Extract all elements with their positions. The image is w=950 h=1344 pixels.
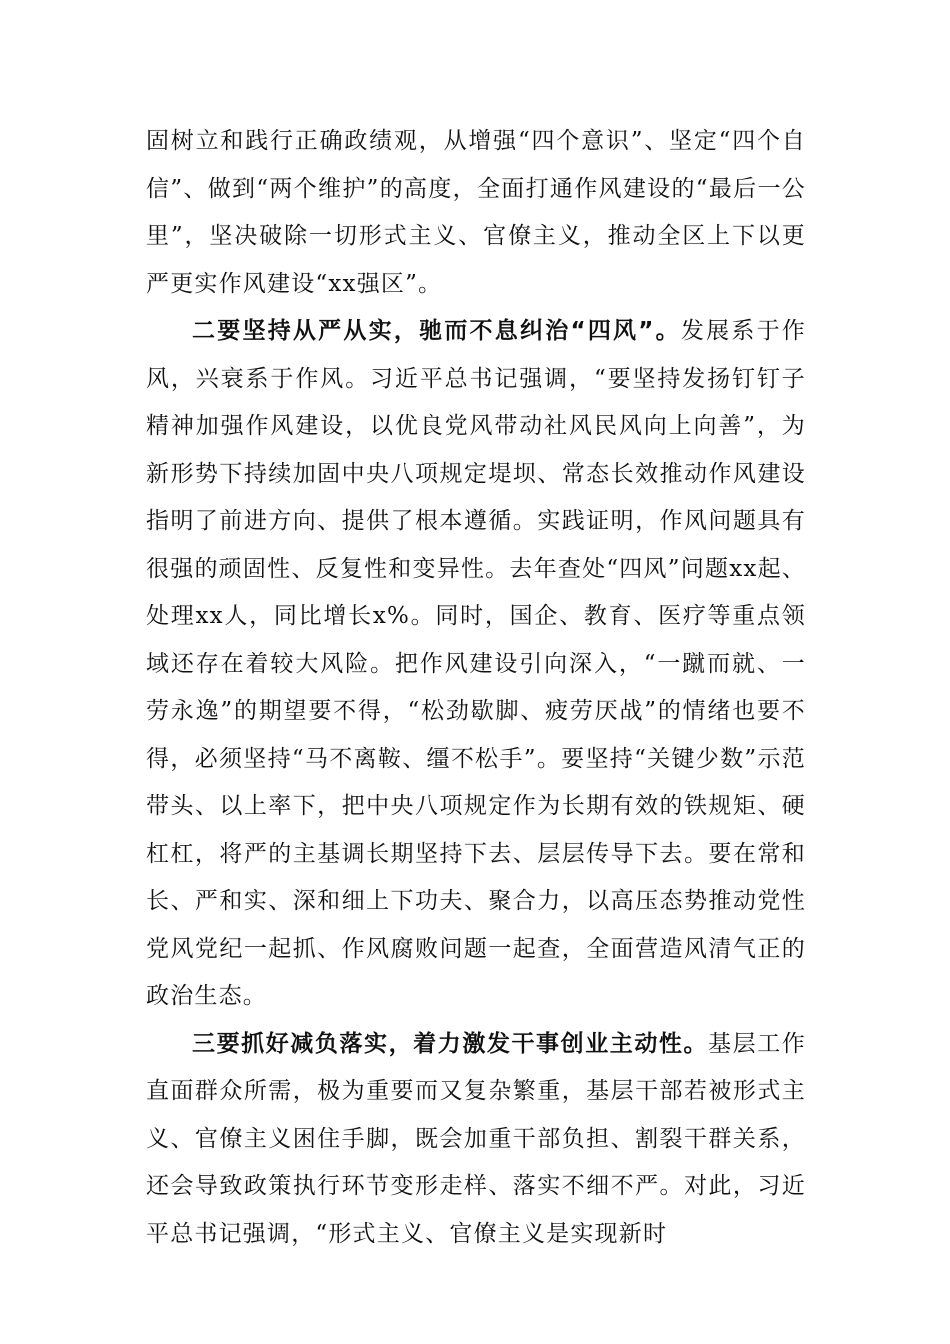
paragraph-3-heading: 三要抓好减负落实，着力激发干事创业主动性。	[192, 1030, 709, 1057]
paragraph-2-body: 发展系于作风，兴衰系于作风。习近平总书记强调，“要坚持发扬钉钉子精神加强作风建设，以优良党风带动社风民风向上向善”，为新形势下持续加固中央八项规定堤坝、常态长效推动作风建设指明了前进方向、提供了根本遵循。实践证明，作风问题具有很强的顽固性、反复性和变异性。去年查处“四风”问题xx起、处理xx人，同比增长x%。同时，国企、教育、医疗等重点领域还存在着较大风险。把作风建设引向深入，“一蹴而就、一劳永逸”的期望要不得，“松劲歇脚、疲劳厌战”的情绪也要不得，必须坚持“马不离鞍、缰不松手”。要坚持“关键少数”示范带头、以上率下，把中央八项规定作为长期有效的铁规矩、硬杠杠，将严的主基调长期坚持下去、层层传导下去。要在常和长、严和实、深和细上下功夫、聚合力，以高压态势推动党性党风党纪一起抓、作风腐败问题一起查，全面营造风清气正的政治生态。	[146, 318, 807, 1009]
paragraph-3	[146, 1021, 806, 1259]
document-page	[146, 118, 806, 1258]
paragraph-2-heading: 二要坚持从严从实，驰而不息纠治“四风”。	[192, 318, 681, 344]
paragraph-1-body: 固树立和践行正确政绩观，从增强“四个意识”、坚定“四个自信”、做到“两个维护”的高度，全面打通作风建设的“最后一公里”，坚决破除一切形式主义、官僚主义，推动全区上下以更严更实作风建设“xx强区”。	[146, 128, 806, 297]
paragraph-1	[146, 118, 806, 308]
paragraph-3-body: 基层工作直面群众所需，极为重要而又复杂繁重，基层干部若被形式主义、官僚主义困住手脚，既会加重干部负担、割裂干群关系，还会导致政策执行环节变形走样、落实不细不严。对此，习近平总书记强调，“形式主义、官僚主义是实现新时	[146, 1030, 806, 1247]
paragraph-2	[146, 308, 806, 1021]
